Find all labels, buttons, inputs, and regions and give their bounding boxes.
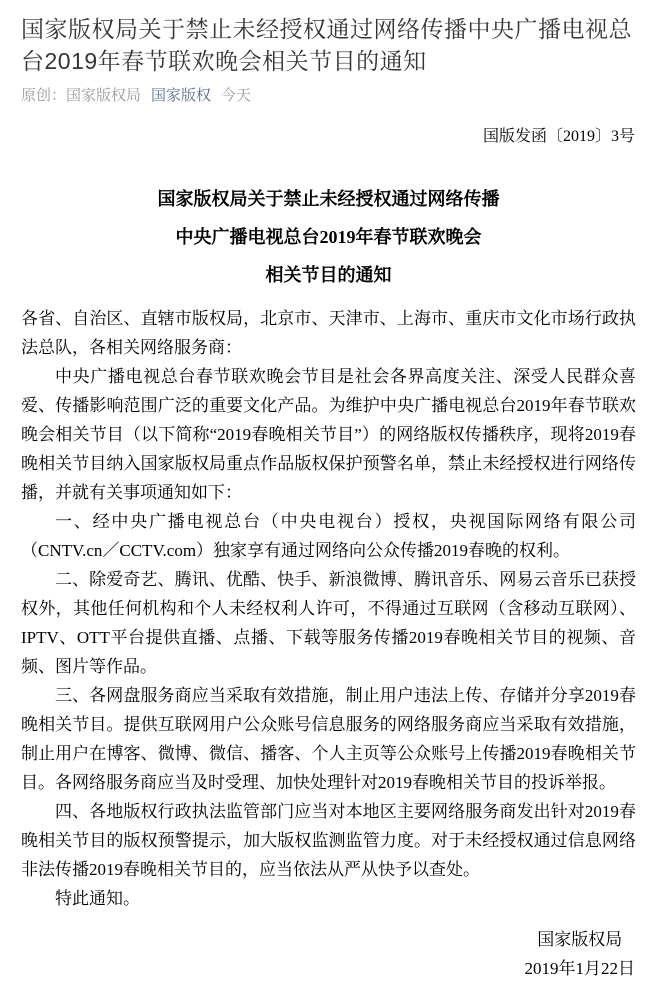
byline-original-label: 原创：国家版权局 (21, 87, 142, 104)
paragraph-item-4: 四、各地版权行政执法监管部门应当对本地区主要网络服务商发出针对2019春晚相关节目的版权预警提示，加大版权监测监管力度。对于未经授权通过信息网络非法传播2019春晚相关节目的，应当依法从严从快予以查处。 (21, 802, 636, 879)
paragraph-salutation: 各省、自治区、直辖市版权局，北京市、天津市、上海市、重庆市文化市场行政执法总队，各相关网络服务商： (21, 309, 636, 357)
signature-inner (525, 925, 636, 983)
signature-agency: 国家版权局 (537, 930, 623, 949)
article-title: 国家版权局关于禁止未经授权通过网络传播中央广播电视总台2019年春节联欢晚会相关节目的通知 (21, 16, 632, 74)
byline-date: 今天 (221, 87, 252, 104)
paragraph-closing: 特此通知。 (55, 889, 140, 908)
document-number: 国版发函〔2019〕3号 (482, 128, 635, 145)
paragraph-item-1: 一、经中央广播电视总台（中央电视台）授权，央视国际网络有限公司（CNTV.cn／CCTV.com）独家享有通过网络向公众传播2019春晚的权利。 (21, 512, 636, 560)
notice-heading-line-2: 中央广播电视总台2019年春节联欢晚会 (175, 227, 482, 247)
signature-block (0, 925, 657, 983)
paragraph-item-2: 二、除爱奇艺、腾讯、优酷、快手、新浪微博、腾讯音乐、网易云音乐已获授权外，其他任何机构和个人未经权利人许可，不得通过互联网（含移动互联网）、IPTV、OTT平台提供直播、点播、下载等服务传播2019春晚相关节目的视频、音频、图片等作品。 (21, 570, 636, 676)
paragraph-item-3: 三、各网盘服务商应当采取有效措施，制止用户违法上传、存储并分享2019春晚相关节目。提供互联网用户公众账号信息服务的网络服务商应当采取有效措施，制止用户在博客、微博、微信、播客、个人主页等公众账号上传播2019春晚相关节目。各网络服务商应当及时受理、加快处理针对2019春晚相关节目的投诉举报。 (21, 686, 636, 792)
notice-heading-line-1: 国家版权局关于禁止未经授权通过网络传播 (157, 189, 500, 209)
paragraph-intro: 中央广播电视总台春节联欢晚会节目是社会各界高度关注、深受人民群众喜爱、传播影响范围广泛的重要文化产品。为维护中央广播电视总台2019年春节联欢晚会相关节目（以下简称“2019春晚相关节目”）的网络版权传播秩序，现将2019春晚相关节目纳入国家版权局重点作品版权保护预警名单，禁止未经授权进行网络传播，并就有关事项通知如下： (21, 367, 636, 502)
byline (21, 85, 636, 106)
signature-date: 2019年1月22日 (524, 959, 635, 978)
notice-heading-line-3: 相关节目的通知 (265, 265, 392, 285)
notice-body (0, 304, 657, 913)
account-link[interactable]: 国家版权 (151, 87, 212, 104)
notice-heading (0, 180, 657, 294)
